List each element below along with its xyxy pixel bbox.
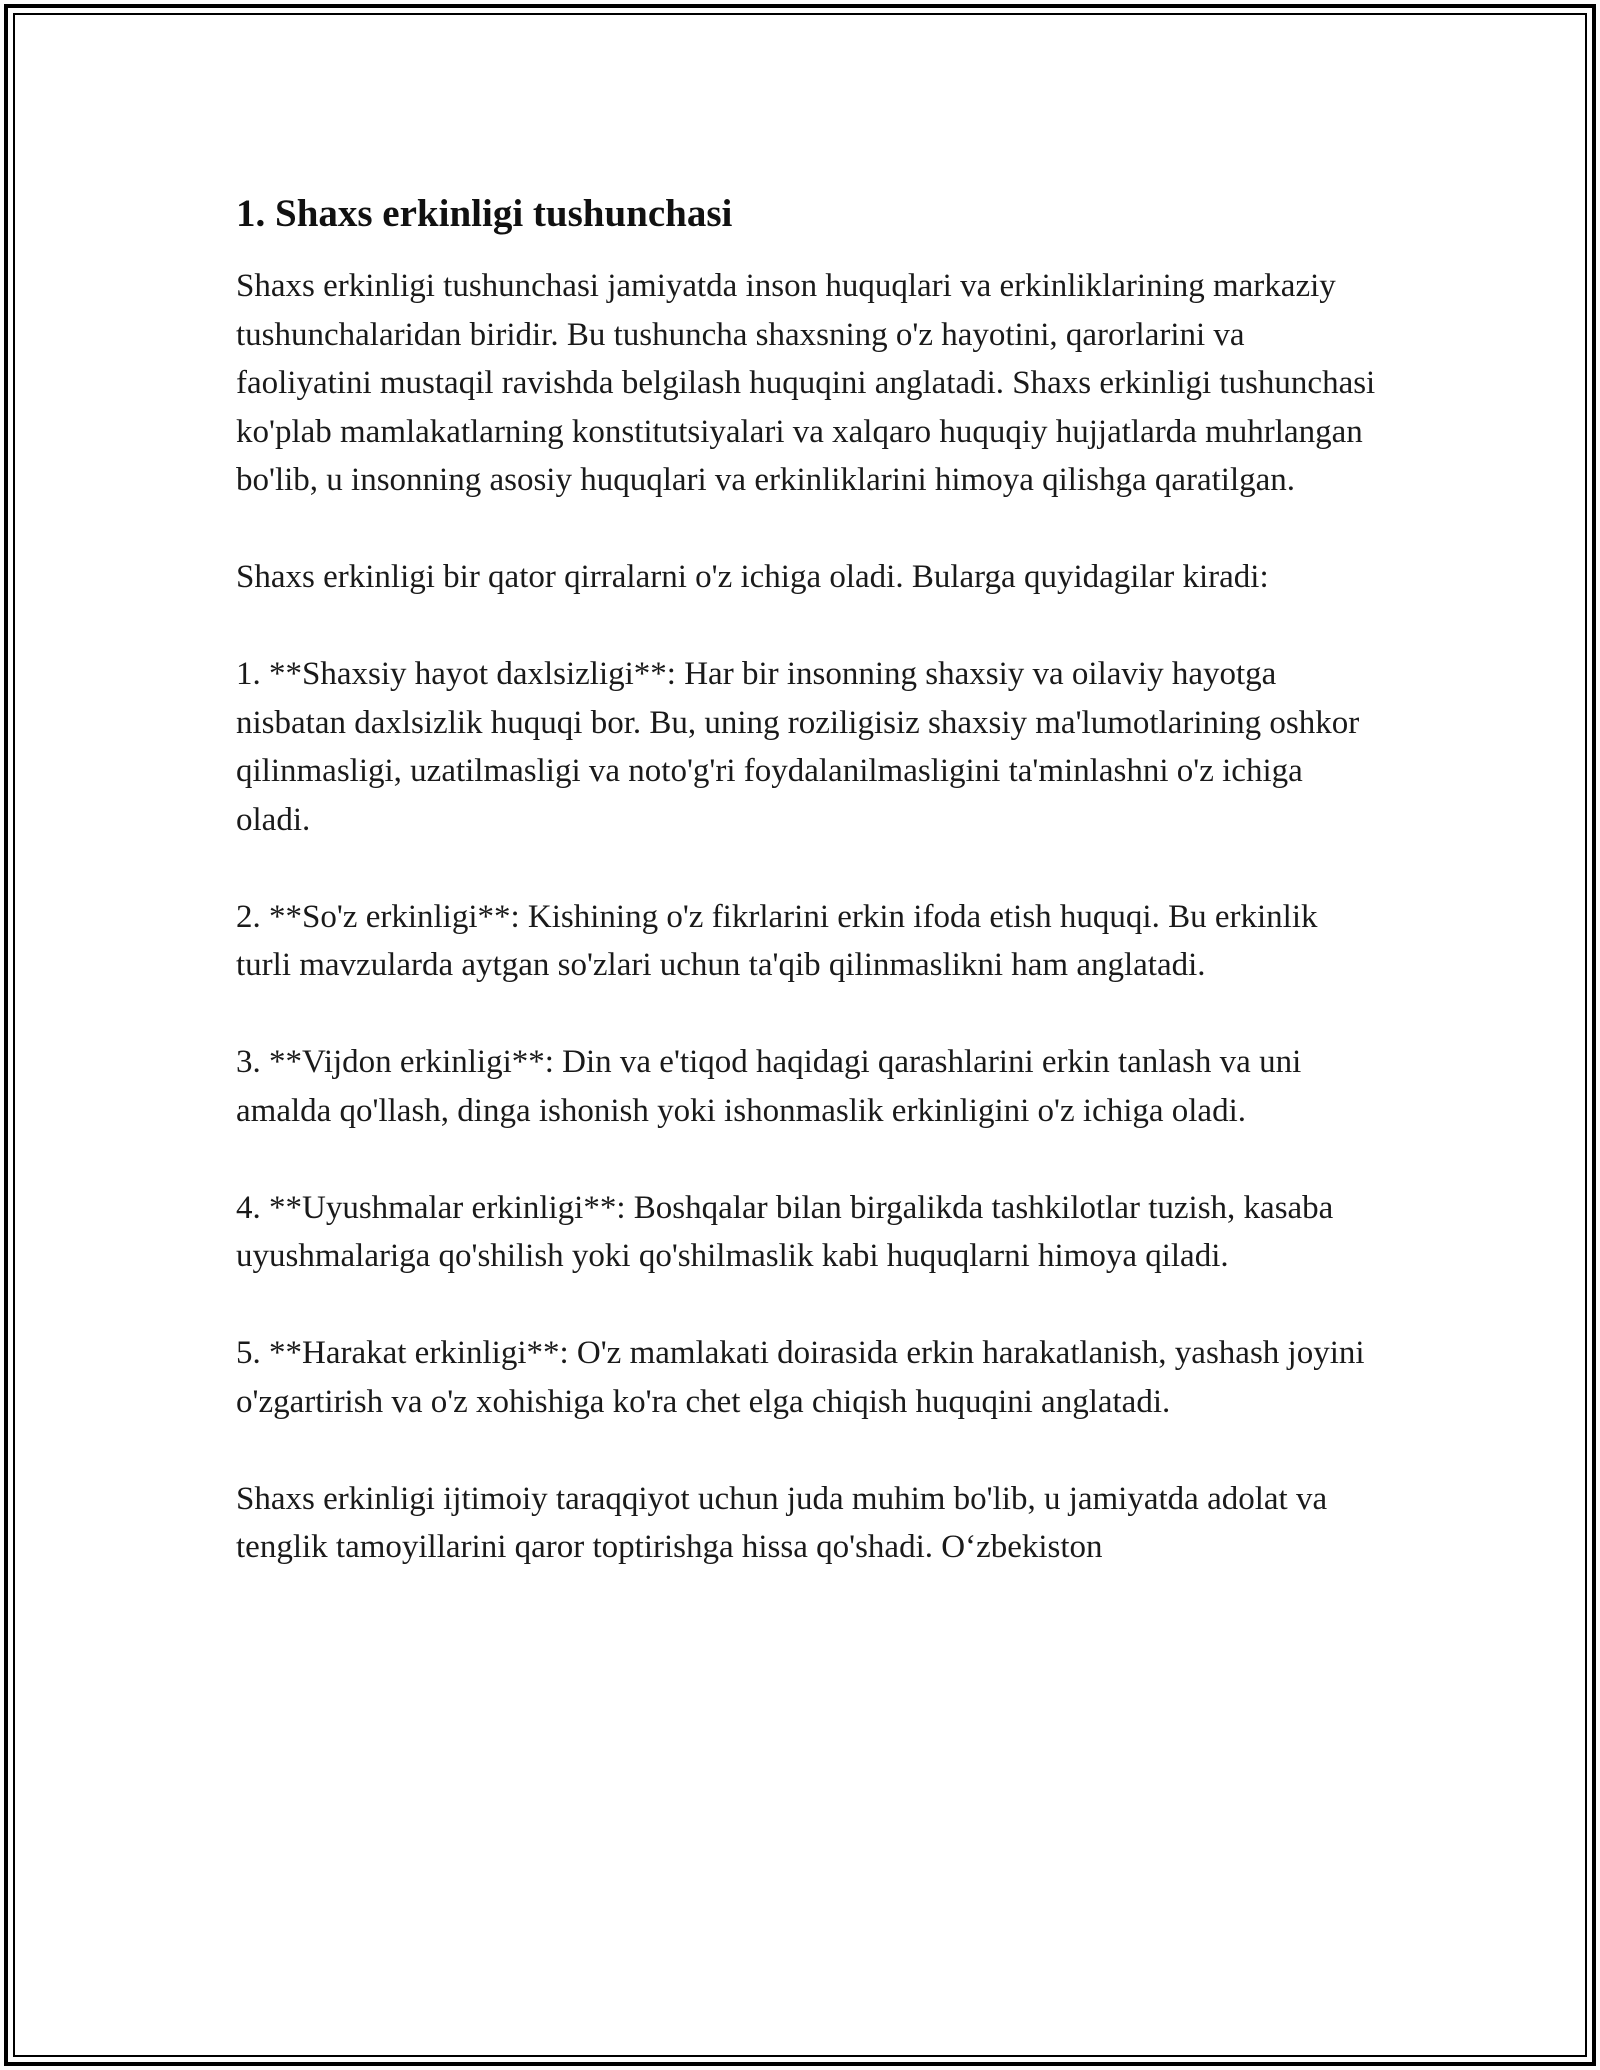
- list-item-privacy: 1. **Shaxsiy hayot daxlsizligi**: Har bir insonning shaxsiy va oilaviy hayotga nisbatan daxlsizlik huquqi bor. Bu, uning roziligisiz shaxsiy ma'lumotlarining oshkor qilinmasligi, uzatilmasligi va noto'g'ri foydalanilmasligini ta'minlashni o'z ichiga oladi.: [236, 656, 1360, 838]
- intro-paragraph: Shaxs erkinligi tushunchasi jamiyatda inson huquqlari va erkinliklarining markaziy tushunchalaridan biridir. Bu tushuncha shaxsning o'z hayotini, qarorlarini va faoliyatini mustaqil ravishda belgilash huquqini anglatadi. Shaxs erkinligi tushunchasi ko'plab mamlakatlarning konstitutsiyalari va xalqaro huquqiy hujjatlarda muhrlangan bo'lib, u insonning asosiy huquqlari va erkinliklarini himoya qilishga qaratilgan.: [236, 268, 1376, 498]
- list-item-speech: 2. **So'z erkinligi**: Kishining o'z fikrlarini erkin ifoda etish huquqi. Bu erkinlik turli mavzularda aytgan so'zlari uchun ta'qib qilinmaslikni ham anglatadi.: [236, 898, 1318, 983]
- list-item-conscience: 3. **Vijdon erkinligi**: Din va e'tiqod haqidagi qarashlarini erkin tanlash va uni amalda qo'llash, dinga ishonish yoki ishonmaslik erkinligini o'z ichiga oladi.: [236, 1044, 1302, 1129]
- facets-intro-paragraph: Shaxs erkinligi bir qator qirralarni o'z ichiga oladi. Bularga quyidagilar kiradi:: [236, 559, 1269, 595]
- document-body: [236, 186, 1376, 1620]
- section-heading: 1. Shaxs erkinligi tushunchasi: [236, 192, 733, 235]
- list-item-association: 4. **Uyushmalar erkinligi**: Boshqalar bilan birgalikda tashkilotlar tuzish, kasaba uyushmalariga qo'shilish yoki qo'shilmaslik kabi huquqlarni himoya qiladi.: [236, 1189, 1334, 1274]
- closing-paragraph: Shaxs erkinligi ijtimoiy taraqqiyot uchun juda muhim bo'lib, u jamiyatda adolat va tenglik tamoyillarini qaror toptirishga hissa qo'shadi. O‘zbekiston: [236, 1480, 1328, 1565]
- list-item-movement: 5. **Harakat erkinligi**: O'z mamlakati doirasida erkin harakatlanish, yashash joyini o'zgartirish va o'z xohishiga ko'ra chet elga chiqish huquqini anglatadi.: [236, 1335, 1365, 1420]
